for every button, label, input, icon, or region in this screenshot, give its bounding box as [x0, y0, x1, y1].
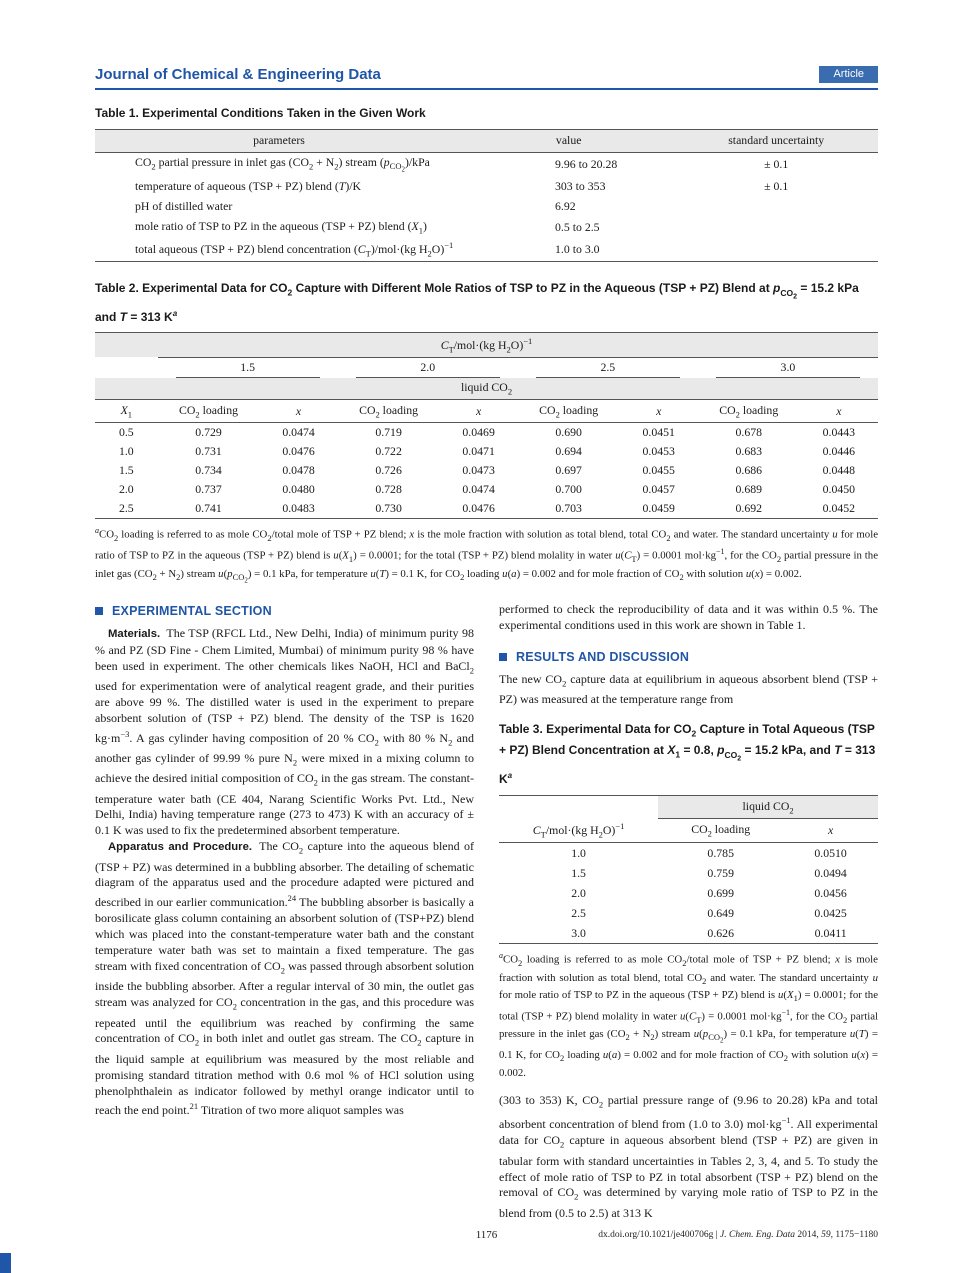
cell: 0.699 [707, 885, 734, 900]
page-number: 1176 [475, 1229, 498, 1241]
table1-header-row [95, 129, 878, 152]
cell: 0.729 [195, 425, 222, 440]
results-paragraph-2: (303 to 353) K, $CO_2$ partial pressure range of (9.96 to 20.28) kPa and total absorbent concentration of blend from (1.0 to 3.0) $mol\cdot kg^{-1}$. All experimental data for $CO_2$ capture in aqueous absorbent blend (TSP + PZ) are given in tabular form with standard uncertainties in Tables 2, 3, 4, and 5. To study the effect of mole ratio of TSP to PZ in total absorbent (TSP + PZ) blend on the removal of $CO_2$ was determined by varying mole ratio of TSP to PZ in the blend from (0.5 to 2.5) at 313 K [499, 1093, 879, 1220]
table3 [499, 795, 878, 944]
section-bullet-icon [499, 653, 507, 661]
column-header: parameters [95, 129, 463, 152]
cell: 0.0494 [814, 865, 847, 880]
section-heading-label: RESULTS AND DISCUSSION [516, 649, 690, 664]
table3-liquid-band: liquid $CO_2$ [658, 796, 878, 818]
apparatus-paragraph [95, 839, 474, 1119]
cell: 0.5 [118, 425, 134, 440]
cell: 0.0480 [282, 482, 315, 497]
table-row [95, 238, 878, 262]
column-header: value [463, 129, 674, 152]
cell: mole ratio of TSP to PZ in the aqueous (TSP + PZ) blend $(X_1)$ [135, 219, 427, 236]
continuation-paragraph: performed to check the reproducibility of data and it was within 0.5 %. The experimental conditions used in this work are shown in Table 1. [499, 601, 878, 632]
cell: pH of distilled water [135, 199, 233, 214]
cell: 0.0456 [814, 885, 847, 900]
table-row [95, 177, 878, 197]
cell: 0.0469 [462, 425, 495, 440]
doi-citation-link[interactable]: dx.doi.org/10.1021/je400706g | J. Chem. Eng. Data 2014, 59, 1175−1180 [598, 1230, 878, 1240]
group-label: 2.0 [338, 357, 518, 378]
table-row [95, 442, 878, 461]
cell: 2.5 [571, 905, 586, 920]
table2-header-row [95, 399, 878, 422]
table-row [499, 883, 878, 903]
masthead [95, 66, 878, 90]
results-paragraph-1: The new $CO_2$ capture data at equilibrium in aqueous absorbent blend (TSP + PZ) was measured at the temperature range from [499, 671, 878, 706]
cell: 0.0443 [822, 425, 856, 440]
cell: 0.689 [735, 482, 763, 497]
column-header: $CO_2$ loading [518, 399, 620, 422]
cell: 2.0 [118, 482, 134, 497]
group-label: 1.5 [158, 357, 338, 378]
column-header: $CO_2$ loading [698, 399, 800, 422]
cell: 0.0476 [282, 444, 315, 459]
cell: 303 to 353 [555, 179, 606, 194]
cell: 0.731 [195, 444, 222, 459]
cell: 3.0 [571, 925, 586, 940]
cell: 2.0 [571, 885, 586, 900]
cell: temperature of aqueous (TSP + PZ) blend (T)/K [135, 179, 362, 194]
cell: 0.726 [375, 463, 402, 478]
materials-paragraph [95, 626, 474, 839]
cell: ± 0.1 [764, 157, 789, 172]
cell: 0.694 [555, 444, 582, 459]
column-header: x [259, 399, 337, 422]
table-row [499, 923, 878, 944]
group-label: 2.5 [518, 357, 698, 378]
table-row [95, 152, 878, 177]
table3-band-row [499, 796, 878, 818]
section-heading-label: EXPERIMENTAL SECTION [112, 603, 272, 618]
column-header: x [800, 399, 878, 422]
table-row [499, 843, 878, 864]
cell [674, 197, 878, 217]
table2 [95, 332, 878, 519]
cell: 0.0474 [462, 482, 495, 497]
cell: 0.0448 [822, 463, 856, 478]
corner-mark [0, 1253, 11, 1273]
cell: 0.785 [707, 845, 734, 860]
cell: 0.690 [555, 425, 582, 440]
cell [674, 217, 878, 238]
table-row [95, 499, 878, 519]
cell: 0.741 [195, 501, 222, 516]
cell: 0.5 to 2.5 [555, 219, 600, 234]
journal-title: Journal of Chemical & Engineering Data [95, 66, 381, 83]
cell: 0.692 [735, 501, 763, 516]
cell: 0.0471 [462, 444, 495, 459]
cell: 0.0446 [822, 444, 856, 459]
table2-group-row [95, 357, 878, 378]
section-bullet-icon [95, 607, 103, 615]
cell: 0.697 [555, 463, 582, 478]
group-label: 3.0 [698, 357, 878, 378]
page-footer [95, 1229, 878, 1245]
cell: 0.0450 [822, 482, 856, 497]
section-heading-experimental [95, 604, 474, 618]
cell: 0.703 [555, 501, 582, 516]
cell [674, 238, 878, 262]
cell: 0.0453 [642, 444, 675, 459]
cell: 1.5 [118, 463, 134, 478]
table1 [95, 129, 878, 263]
table2-spanner: $C_T/mol\cdot(kg$ $H_2O)^{-1}$ [95, 333, 878, 357]
cell: 0.626 [707, 925, 734, 940]
cell: 0.0452 [822, 501, 856, 516]
cell [95, 357, 158, 378]
table2-footnote: $^aCO_2$ loading is referred to as mole $CO_2$/total mole of TSP + PZ blend; x is the mole fraction with solution as total blend, total $CO_2$ and water. The standard uncertainty u for mole ratio of TSP to PZ in the aqueous (TSP + PZ) blend is $u(X_1) = 0.0001$; for the total (TSP + PZ) blend molality in water $u(C_T) = 0.0001$ $mol\cdot kg^{-1}$, for the $CO_2$ partial pressure in the inlet gas $(CO_2 + N_2)$ stream $u(p_{CO_2}) = 0.1$ kPa, for temperature u(T) = 0.1 K, for $CO_2$ loading u(a) = 0.002 and for mole fraction of $CO_2$ with solution u(x) = 0.002. [95, 526, 878, 585]
apparatus-text: The $CO_2$ capture into the aqueous blend of (TSP + PZ) was determined in a bubbling absorber. The detailing of schematic diagram of the apparatus used and the procedure adapted were pictured and described in our earlier communication.$^{24}$ The bubbling absorber is basically a borosilicate glass column containing an absorbent solution of (TSP+PZ) blend which was placed into the constant-temperature water bath and the constant temperature water bath was set to maintain a fixed temperature. The gas stream with fixed concentration of $CO_2$ was passed through absorbent solution inside the bubbling absorber. After a regular interval of 30 min, the outlet gas stream was analyzed for $CO_2$ concentration in the gas, and this procedure was repeated until the equilibrium was reached by confirming the same concentration of $CO_2$ in both inlet and outlet gas stream. The $CO_2$ capture in the liquid sample at equilibrium was measured by the most reliable and promising standard titration method with 0.6 mol % of HCl solution using phenolphthalein as indicator followed by methyl orange indicator until to reach the end point.$^{21}$ Titration of two more aliquot samples was [95, 839, 474, 1118]
table3-caption: Table 3. Experimental Data for $CO_2$ Capture in Total Aqueous (TSP + PZ) Blend Concentration at $X_1 = 0.8$, $p_{CO_2} = 15.2$ kPa, and T = 313 $K^a$ [499, 721, 876, 787]
cell: 0.0478 [282, 463, 315, 478]
cell: 0.686 [735, 463, 763, 478]
cell: 0.700 [555, 482, 582, 497]
apparatus-runin-heading: Apparatus and Procedure. [108, 841, 252, 854]
table-row [95, 423, 878, 443]
column-header: $CO_2$ loading [338, 399, 440, 422]
cell: 0.0483 [282, 501, 315, 516]
cell: 0.649 [707, 905, 734, 920]
cell: 1.0 [571, 845, 586, 860]
cell [499, 796, 658, 818]
cell: 1.5 [571, 865, 586, 880]
table3-header-row [499, 818, 878, 843]
table-row [95, 461, 878, 480]
table2-band-row [95, 378, 878, 400]
cell: 0.683 [735, 444, 763, 459]
cell: 0.0457 [642, 482, 675, 497]
table-row [499, 903, 878, 923]
cell: 0.737 [195, 482, 222, 497]
table2-liquid-band: liquid $CO_2$ [95, 378, 878, 400]
materials-runin-heading: Materials. [108, 627, 161, 640]
cell: ± 0.1 [764, 179, 789, 194]
table3-footnote: $^aCO_2$ loading is referred to as mole $CO_2$/total mole of TSP + PZ blend; x is mole fraction with solution as total blend, total $CO_2$ and water. The standard uncertainty u for mole ratio of TSP to PZ in the aqueous (TSP + PZ) blend is $u(X_1) = 0.0001$; for the total (TSP + PZ) blend molality in water $u(C_T) = 0.0001$ $mol\cdot kg^{-1}$, for the $CO_2$ partial pressure in the inlet gas $(CO_2 + N_2)$ stream $u(p_{CO_2}) = 0.1$ kPa, for temperature u(T) = 0.1 K, for $CO_2$ loading u(a) = 0.002 and for mole fraction of $CO_2$ with solution u(x) = 0.002. [499, 951, 878, 1079]
column-header: $C_T/mol\cdot(kg$ $H_2O)^{-1}$ [499, 818, 658, 843]
table1-caption: Table 1. Experimental Conditions Taken in the Given Work [95, 106, 426, 120]
table-row [499, 863, 878, 883]
cell: 0.678 [735, 425, 763, 440]
cell: 0.0425 [814, 905, 847, 920]
table-row [95, 480, 878, 499]
cell: 0.734 [195, 463, 222, 478]
column-header: standard uncertainty [674, 129, 878, 152]
table-row [95, 217, 878, 238]
cell: 0.0451 [642, 425, 675, 440]
table2-caption: Table 2. Experimental Data for $CO_2$ Capture with Different Mole Ratios of TSP to PZ in the Aqueous (TSP + PZ) Blend at $p_{CO_2} = 15.2$ kPa and T = 313 $K^a$ [95, 281, 859, 324]
cell: 0.0510 [814, 845, 847, 860]
cell: 0.0476 [462, 501, 495, 516]
cell: 1.0 [118, 444, 134, 459]
cell: 9.96 to 20.28 [555, 157, 618, 172]
cell: $CO_2$ partial pressure in inlet gas $(CO_2 + N_2)$ stream $(p_{CO_2})$/kPa [135, 155, 430, 175]
cell: 1.0 to 3.0 [555, 242, 600, 257]
table2-spanner-row [95, 333, 878, 357]
left-column [95, 602, 474, 1222]
cell: 0.730 [375, 501, 402, 516]
column-header: x [439, 399, 517, 422]
cell: 0.0411 [814, 925, 847, 940]
cell: 0.728 [375, 482, 402, 497]
right-column [499, 602, 878, 1222]
column-header: x [783, 818, 878, 843]
cell: 6.92 [555, 199, 576, 214]
cell: 2.5 [118, 501, 134, 516]
cell: 0.0455 [642, 463, 675, 478]
column-header: $CO_2$ loading [658, 818, 783, 843]
column-header: $X_1$ [95, 399, 158, 422]
cell: 0.0459 [642, 501, 675, 516]
cell: 0.719 [375, 425, 402, 440]
cell: 0.759 [707, 865, 734, 880]
column-header: $CO_2$ loading [158, 399, 260, 422]
materials-text: The TSP (RFCL Ltd., New Delhi, India) of minimum purity 98 % and PZ (SD Fine - Chem Limited, Mumbai) of minimum purity 98 % have been used in experiment. The other chemicals likes NaOH, HCl and BaCl$_2$ used for experimentation were of analytical reagent grade, and their purities are above 99 %. The distilled water is used in the experiment to prepare absorbent solution of (TSP + PZ) blend. The density of the TSP is 1620 $kg\cdot m^{-3}$. A gas cylinder having composition of 20 % $CO_2$ with 80 % $N_2$ and another gas cylinder of 99.99 % pure $N_2$ were mixed in a mixing column to achieve the desired initial composition of $CO_2$ in the gas stream. The constant-temperature water bath (CE 404, Narang Scientific Works Pvt. Ltd., New Delhi, India) having temperature range (273 to 473) K with an accuracy of ± 0.1 K was used to fix the predetermined absorbent temperature. [95, 625, 475, 838]
column-header: x [620, 399, 698, 422]
cell: total aqueous (TSP + PZ) blend concentration $(C_T)/mol\cdot(kg$ $H_2O)^{-1}$ [135, 240, 454, 259]
article-type-badge: Article [819, 66, 878, 83]
cell: 0.0474 [282, 425, 315, 440]
table-row [95, 197, 878, 217]
section-heading-results [499, 650, 878, 664]
cell: 0.0473 [462, 463, 495, 478]
cell: 0.722 [375, 444, 402, 459]
